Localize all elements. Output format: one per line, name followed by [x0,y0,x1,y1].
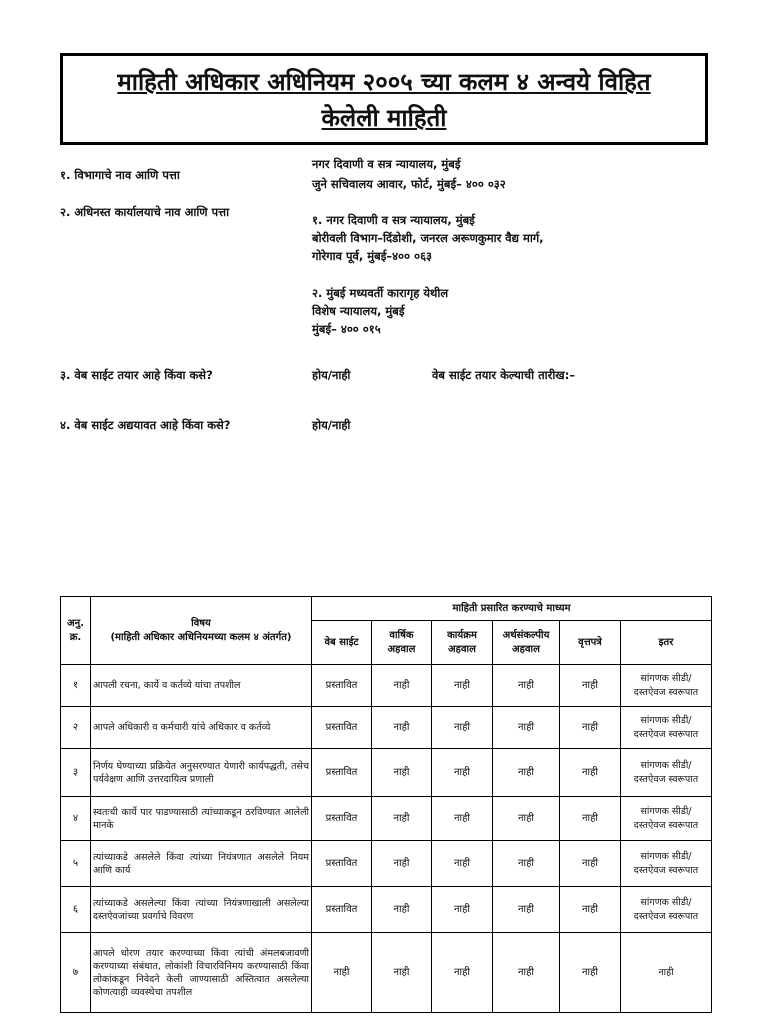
row-budget: नाही [493,749,560,797]
field-4-value: होय/नाही [312,418,351,432]
table-row [61,665,712,707]
row-other-line-2: दस्तऐवज स्वरूपात [633,910,699,922]
title-line-2: केलेली माहिती [321,104,447,132]
field-3-label: ३. वेब साईट तयार आहे किंवा कसे? [60,368,213,382]
row-serial: ३ [61,749,91,797]
header-serial-line-1: अनु. [67,617,84,629]
field-1-label: १. विभागाचे नाव आणि पत्ता [60,168,180,182]
row-subject: त्यांच्याकडे असलेल्या किंवा त्यांच्या नियंत्रणाखाली असलेल्या दस्तऐवजांच्या प्रवर्गाचे विवरण [91,887,312,933]
header-col-annual: वार्षिक अहवाल [372,621,432,665]
media-table [60,596,712,1013]
row-website: प्रस्तावित [312,749,372,797]
header-media: माहिती प्रसारित करण्याचे माध्यम [312,597,712,621]
table-row [61,841,712,887]
row-other-line-1: सांगणक सीडी/ [640,759,692,771]
field-2-value-line-4: २. मुंबई मध्यवर्ती कारागृह येथील [312,286,449,300]
row-subject: त्यांच्याकडे असलेले किंवा त्यांच्या नियंत्रणात असलेले नियम आणि कार्य [91,841,312,887]
row-serial: ४ [61,797,91,841]
header-col-budget: अर्थसंकल्पीय अहवाल [493,621,560,665]
row-other-line-2: दस्तऐवज स्वरूपात [633,686,699,698]
row-annual: नाही [372,797,432,841]
header-subject [91,597,312,665]
field-2-value-line-2: बोरीवली विभाग–दिंडोशी, जनरल अरूणकुमार वैद्य मार्ग, [312,231,544,245]
row-other [621,749,712,797]
row-subject: निर्णय घेण्याच्या प्रक्रियेत अनुसरण्यात येणारी कार्यपद्धती, तसेच पर्यवेक्षण आणि उत्तरदायित्व प्रणाली [91,749,312,797]
row-other [621,887,712,933]
table-row [61,933,712,1013]
row-website: प्रस्तावित [312,707,372,749]
field-2-value-line-1: १. नगर दिवाणी व सत्र न्यायालय, मुंबई [312,213,475,227]
field-3-value: होय/नाही [312,368,351,382]
row-other-line-2: दस्तऐवज स्वरूपात [633,819,699,831]
field-2-label: २. अधिनस्त कार्यालयाचे नाव आणि पत्ता [60,205,230,219]
header-serial-line-2: क्र. [69,631,82,643]
title-line-1: माहिती अधिकार अधिनियम २००५ च्या कलम ४ अन्वये विहित [117,68,651,96]
row-website: प्रस्तावित [312,841,372,887]
row-newspaper: नाही [560,797,621,841]
row-subject: आपली रचना, कार्ये व कर्तव्ये यांचा तपशील [91,665,312,707]
row-annual: नाही [372,887,432,933]
header-subject-line-2: (माहिती अधिकार अधिनियमच्या कलम ४ अंतर्गत) [110,631,292,643]
header-col-newspaper: वृत्तपत्रे [560,621,621,665]
row-other-line-2: दस्तऐवज स्वरूपात [633,864,699,876]
row-newspaper: नाही [560,887,621,933]
row-newspaper: नाही [560,707,621,749]
row-other-line-2: दस्तऐवज स्वरूपात [633,773,699,785]
row-serial: २ [61,707,91,749]
row-annual: नाही [372,665,432,707]
row-budget: नाही [493,707,560,749]
row-program: नाही [432,841,493,887]
row-other-line-1: नाही [658,966,674,978]
row-program: नाही [432,665,493,707]
table-row [61,887,712,933]
row-annual: नाही [372,933,432,1013]
row-website: प्रस्तावित [312,887,372,933]
header-col-program: कार्यक्रम अहवाल [432,621,493,665]
header-col-website: वेब साईट [312,621,372,665]
table-row [61,749,712,797]
row-serial: १ [61,665,91,707]
row-serial: ५ [61,841,91,887]
header-serial [61,597,91,665]
row-website: प्रस्तावित [312,797,372,841]
field-3-date: वेब साईट तयार केल्याची तारीख:– [432,368,576,382]
row-other [621,665,712,707]
row-budget: नाही [493,887,560,933]
field-1-value-line-2: जुने सचिवालय आवार, फोर्ट, मुंबई– ४०० ०३२ [312,177,506,191]
row-serial: ७ [61,933,91,1013]
field-2-value-line-3: गोरेगाव पूर्व, मुंबई–४०० ०६३ [312,249,433,263]
header-col-other: इतर [621,621,712,665]
row-newspaper: नाही [560,933,621,1013]
row-program: नाही [432,933,493,1013]
row-other-line-1: सांगणक सीडी/ [640,896,692,908]
row-program: नाही [432,707,493,749]
row-program: नाही [432,797,493,841]
field-1-value-line-1: नगर दिवाणी व सत्र न्यायालय, मुंबई [312,157,461,171]
row-website: प्रस्तावित [312,665,372,707]
row-newspaper: नाही [560,841,621,887]
row-other-line-1: सांगणक सीडी/ [640,805,692,817]
row-program: नाही [432,749,493,797]
row-subject: स्वतःची कार्ये पार पाडण्यासाठी त्यांच्याकडून ठरविण्यात आलेली मानके [91,797,312,841]
row-budget: नाही [493,665,560,707]
row-budget: नाही [493,841,560,887]
row-budget: नाही [493,797,560,841]
row-other-line-1: सांगणक सीडी/ [640,672,692,684]
row-other [621,933,712,1013]
row-other [621,707,712,749]
row-annual: नाही [372,841,432,887]
row-website: नाही [312,933,372,1013]
row-subject: आपले धोरण तयार करण्याच्या किंवा त्यांची अंमलबजावणी करण्याच्या संबंधात, लोकांशी विचारविनिमय करण्यासाठी किंवा लोकांकडून निवेदने केली जाण्यासाठी अस्तित्वात असलेल्या कोणत्याही व्यवस्थेचा तपशील [91,933,312,1013]
table-row [61,707,712,749]
header-subject-line-1: विषय [191,617,211,629]
field-4-label: ४. वेब साईट अद्ययावत आहे किंवा कसे? [60,418,231,432]
row-annual: नाही [372,707,432,749]
field-2-value-line-6: मुंबई– ४०० ०१५ [312,322,381,336]
row-other [621,797,712,841]
row-budget: नाही [493,933,560,1013]
row-program: नाही [432,887,493,933]
table-row [61,797,712,841]
field-2-value-line-5: विशेष न्यायालय, मुंबई [312,304,405,318]
row-other-line-1: सांगणक सीडी/ [640,714,692,726]
row-annual: नाही [372,749,432,797]
row-other-line-2: दस्तऐवज स्वरूपात [633,728,699,740]
row-other [621,841,712,887]
row-newspaper: नाही [560,665,621,707]
row-newspaper: नाही [560,749,621,797]
row-serial: ६ [61,887,91,933]
row-subject: आपले अधिकारी व कर्मचारी यांचे अधिकार व कर्तव्ये [91,707,312,749]
row-other-line-1: सांगणक सीडी/ [640,850,692,862]
title-box [60,53,708,145]
